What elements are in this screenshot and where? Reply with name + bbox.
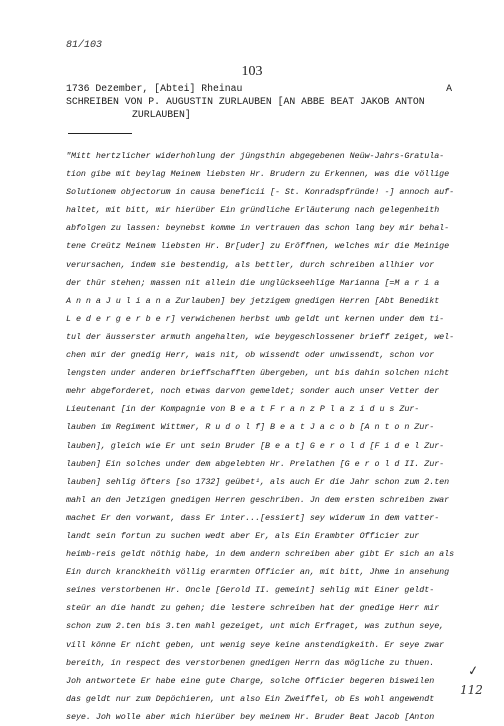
- body-line: chen mir der gnedig Herr, wais nit, ob wissendt oder unwissendt, schon vor: [66, 350, 435, 361]
- body-line: Solutionem objectorum in causa beneficii [- St. Konradspfründe! -] annoch auf-: [66, 187, 455, 198]
- body-line: A n n a J u l i a n a Zurlauben] bey jetzigem gnedigen Herren [Abt Benedikt: [66, 295, 440, 306]
- separator-rule: [68, 133, 132, 134]
- body-line: tul der äusserster armuth angehalten, wie beygeschlossener brieff zeiget, wel-: [66, 331, 455, 342]
- body-line: tion gibe mit beylag Meinem liebsten Hr. Brudern zu Erkennen, was die völlige: [66, 169, 450, 180]
- body-line: vill könne Er nicht geben, unt wenig seye keine anstendigkeith. Er seye zwar: [66, 639, 445, 650]
- page-number: 103: [241, 64, 263, 79]
- body-line: lauben im Regiment Wittmer, R u d o l f] B e a t J a c o b [A n t o n Zur-: [66, 422, 435, 433]
- body-line: das geldt nur zum Depöchieren, unt also Ein Zweiffel, ob Es wohl angewendt: [66, 693, 435, 704]
- subject-line-1: SCHREIBEN VON P. AUGUSTIN ZURLAUBEN [AN ABBE BEAT JAKOB ANTON: [66, 96, 425, 107]
- body-line: lauben], gleich wie Er unt sein Bruder [B e a t] G e r o l d [F i d e l Zur-: [66, 440, 445, 451]
- subject-line-2: ZURLAUBEN]: [132, 109, 191, 120]
- body-line: verursachen, indem sie bestendig, als bettler, durch schreiben allhier vor: [66, 259, 435, 270]
- body-line: seines verstorbenen Hr. Oncle [Gerold II. gemeint] sehlig mit Einer geldt-: [66, 585, 435, 596]
- body-line: tene Creütz Meinem liebsten Hr. Br[uder] zu Eröffnen, welches mir die Meinige: [66, 241, 450, 252]
- body-line: landt sein fortun zu suchen wedt aber Er, als Ein Erambter Officier zur: [66, 530, 420, 541]
- body-line: Lieutenant [in der Kompagnie von B e a t F r a n z P l a z i d u s Zur-: [66, 404, 420, 415]
- body-line: lauben] sehlig öfters [so 1732] geübet¹, als auch Er die Jahr schon zum 2.ten: [66, 476, 450, 487]
- body-line: Ein durch kranckheith völlig erarmten Officier an, mit bitt, Jhme in ansehung: [66, 567, 450, 578]
- body-line: steür an die handt zu gehen; die lestere schreiben hat der gnedige Herr mir: [66, 603, 440, 614]
- body-line: lengsten under anderen brieffschafften übergeben, unt bis dahin solchen nicht: [66, 368, 450, 379]
- handwritten-page-note: 112: [460, 683, 483, 697]
- language-code: A: [446, 83, 452, 94]
- body-line: seye. Joh wolle aber mich hierüber bey meinem Hr. Bruder Beat Jacob [Anton: [66, 711, 435, 722]
- body-line: L e d e r g e r b e r] verwichenen herbst umb geldt unt kernen under dem ti-: [66, 313, 445, 324]
- body-line: heimb-reis geldt nöthig habe, in dem andern schreiben aber gibt Er sich an als: [66, 549, 455, 560]
- date-place: 1736 Dezember, [Abtei] Rheinau: [66, 83, 243, 94]
- body-line: abfolgen zu lassen: beynebst komme in vertrauen das schon lang bey mir behal-: [66, 223, 450, 234]
- body-line: haltet, mit bitt, mir hierüber Ein gründliche Erläuterung nach gelegenheith: [66, 205, 440, 216]
- body-line: lauben] Ein solches under dem abgelebten Hr. Prelathen [G e r o l d II. Zur-: [66, 458, 445, 469]
- checkmark-icon: ✓: [467, 663, 480, 680]
- letter-header: [66, 82, 452, 95]
- body-line: machet Er den vorwant, dass Er inter...[essiert] sey widerum in dem vatter-: [66, 512, 440, 523]
- body-line: mahl an den Jetzigen gnedigen Herren geschriben. Jn dem ersten schreiben zwar: [66, 494, 450, 505]
- body-line: mehr abgeforderet, noch etwas darvon gemeldet; sonder auch unser Vetter der: [66, 386, 440, 397]
- body-line: bereith, in respect des verstorbenen gnedigen Herrn das mögliche zu thuen.: [66, 657, 435, 668]
- body-line: der thür stehen; massen nit allein die unglückseehlige Marianna [=M a r i a: [66, 277, 440, 288]
- body-line: "Mitt hertzlicher widerhohlung der jüngsthin abgegebenen Neüw-Jahrs-Gratula-: [66, 151, 445, 161]
- letter-body: [66, 147, 455, 726]
- letter-subject: [66, 95, 456, 121]
- body-line: Joh antwortete Er habe eine gute Charge, solche Officier begeren bisweilen: [66, 675, 435, 686]
- body-line: schon zum 2.ten bis 3.ten mahl gezeiget, unt mich Erfraget, was zuthun seye,: [66, 621, 445, 632]
- document-reference: 81/103: [66, 40, 103, 51]
